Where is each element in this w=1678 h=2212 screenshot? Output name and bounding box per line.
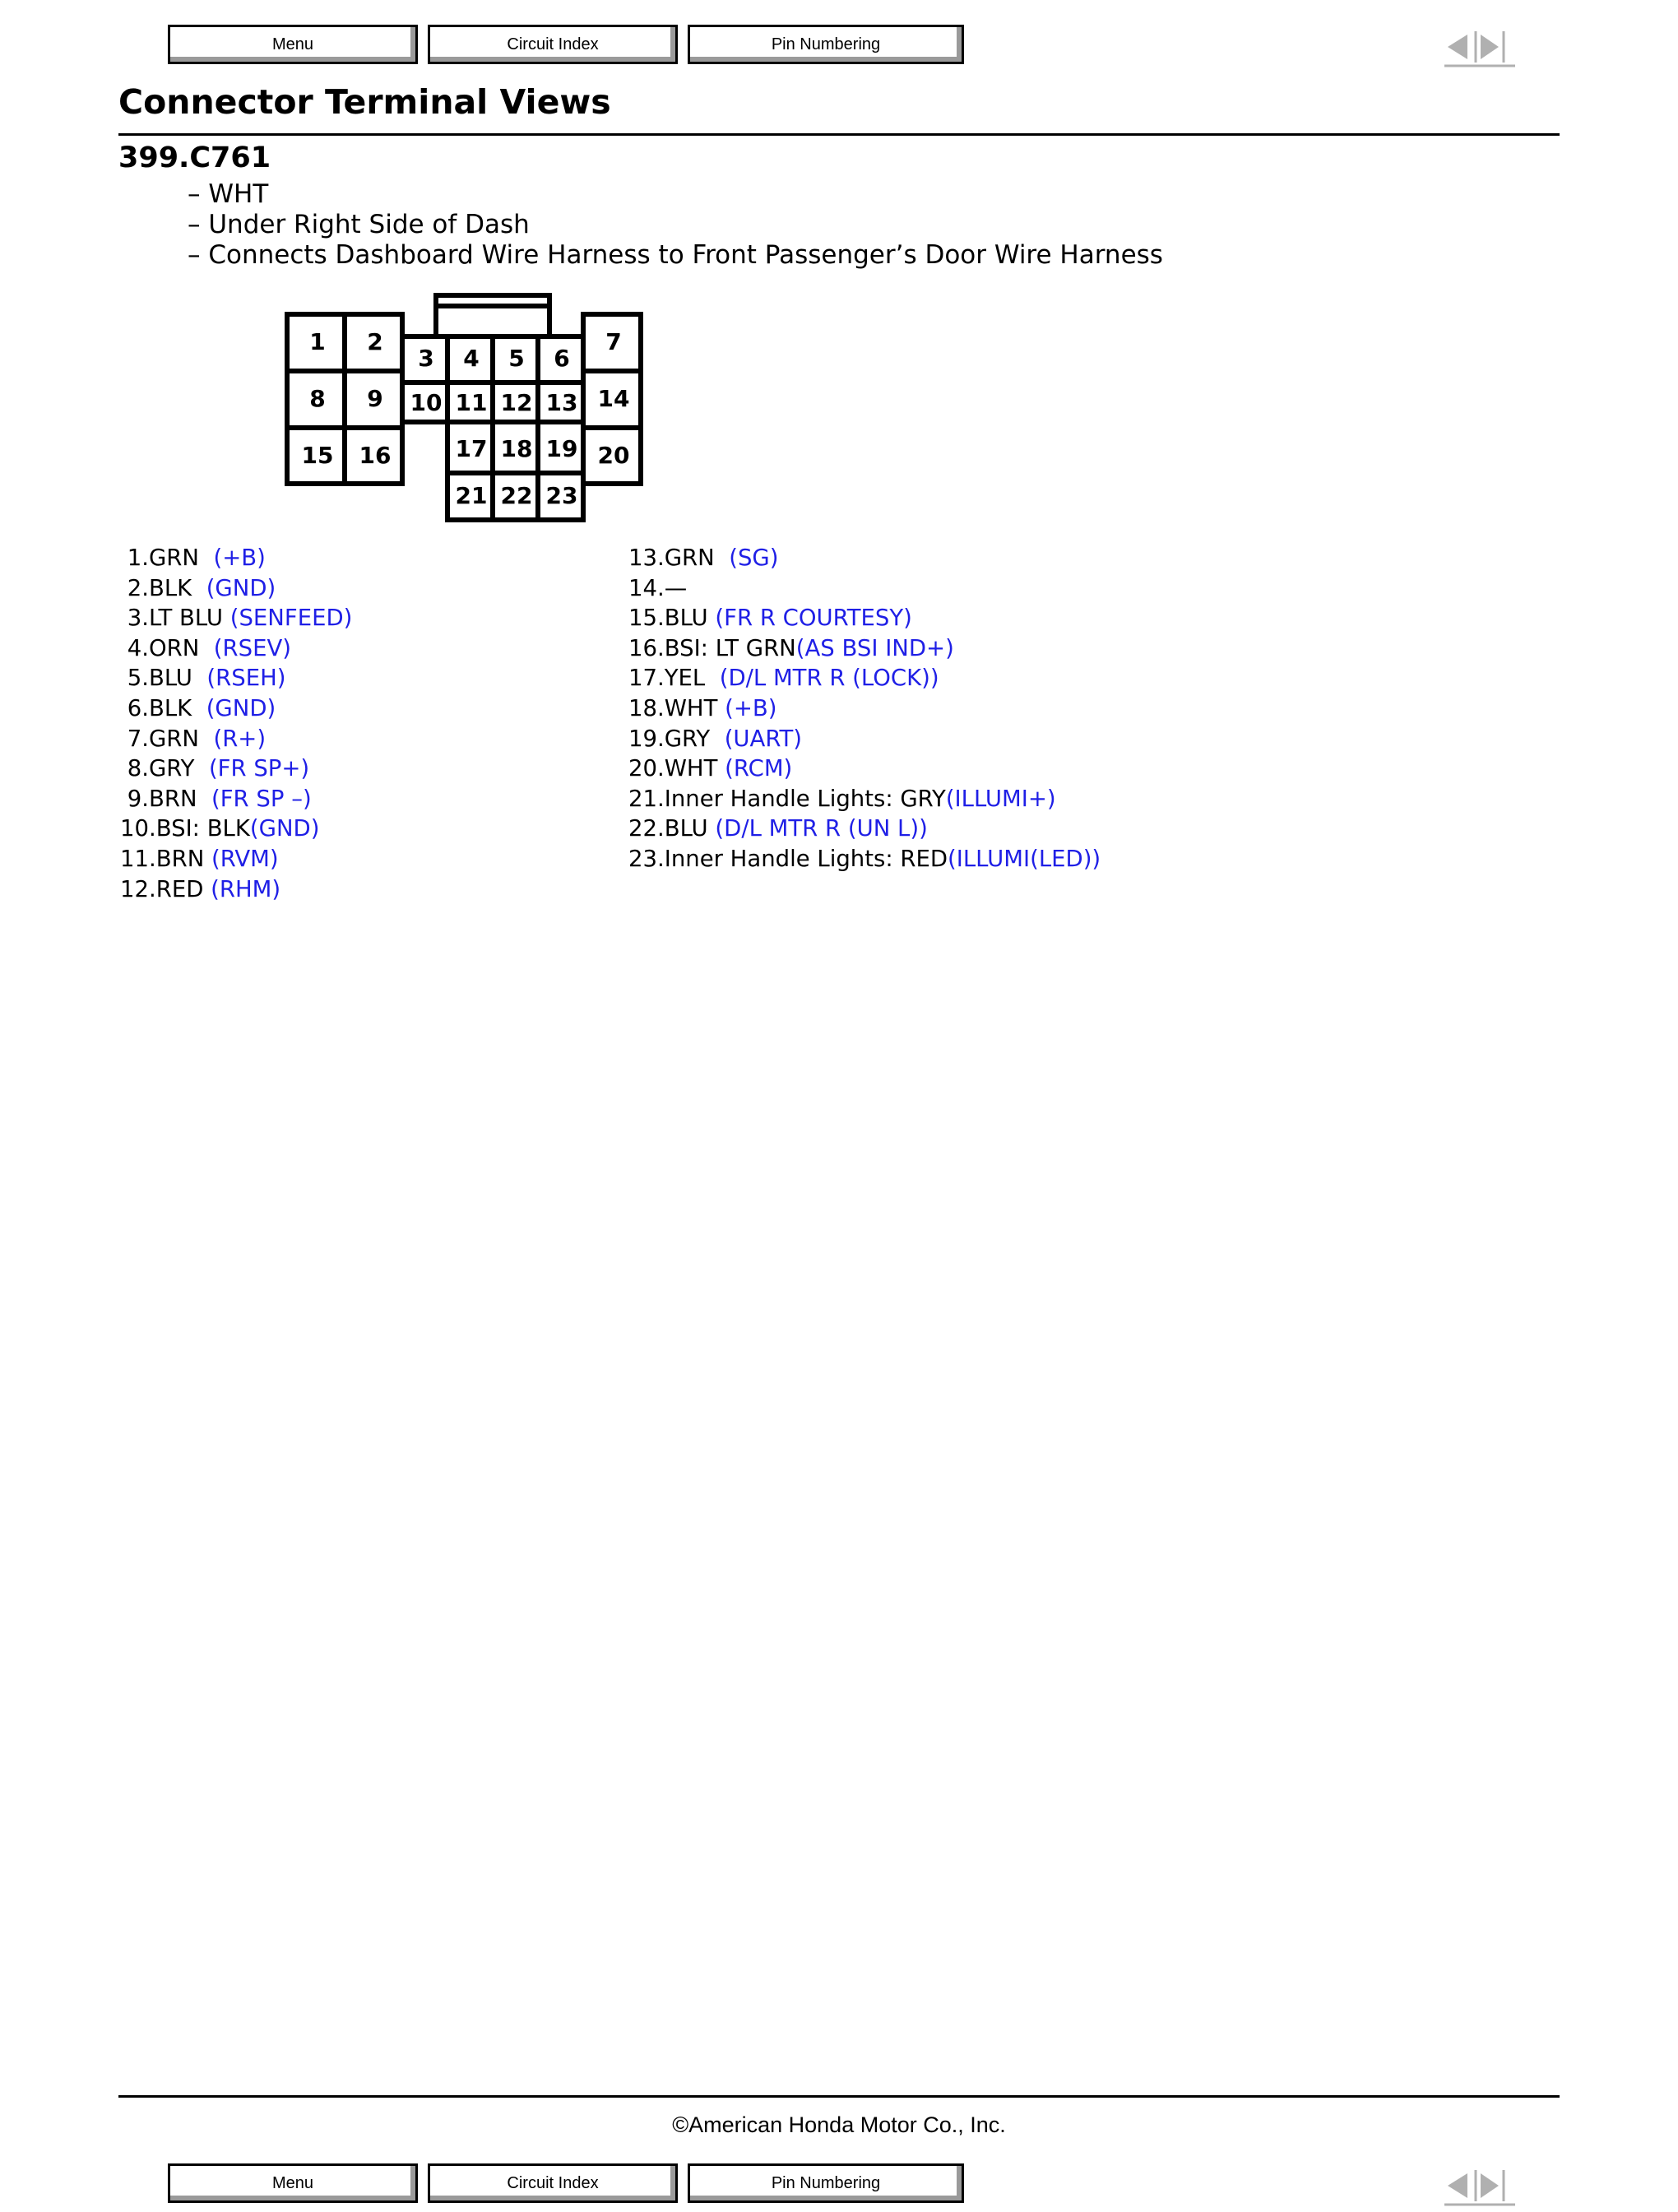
connector-description: – Connects Dashboard Wire Harness to Front Passenger’s Door Wire Harness	[188, 240, 1163, 271]
cavity-label: 11	[455, 389, 488, 416]
pin-function: (D/L MTR R (UN L))	[715, 815, 928, 842]
pin-number: 14.	[628, 574, 665, 601]
pin-number: 21.	[628, 785, 665, 812]
pin-list-right	[628, 543, 1101, 874]
pin-row	[120, 724, 352, 754]
pin-wire-color: GRN	[664, 545, 730, 571]
pin-wire-color: BRN	[148, 785, 212, 812]
pin-row	[628, 844, 1101, 874]
pin-list-left	[120, 543, 352, 904]
pin-wire-color: YEL	[664, 665, 720, 692]
pin-number: 17.	[628, 665, 665, 692]
cavity-label: 13	[545, 389, 578, 416]
pin-function: (R+)	[213, 725, 267, 752]
cavity-label: 3	[418, 345, 434, 372]
pin-number: 10.	[120, 815, 156, 842]
pin-number: 13.	[628, 545, 665, 571]
pin-number: 6.	[120, 694, 149, 721]
pin-wire-color: —	[664, 574, 688, 601]
footer-divider	[118, 2095, 1560, 2098]
cavity-label: 19	[545, 435, 578, 462]
pin-function: (+B)	[725, 694, 777, 721]
pin-wire-color: Inner Handle Lights: RED	[664, 845, 948, 872]
pin-wire-color: WHT	[664, 694, 725, 721]
previous-page-icon[interactable]	[1448, 2173, 1467, 2198]
pin-row	[120, 754, 352, 784]
pin-row	[628, 784, 1101, 814]
pin-number: 1.	[120, 545, 149, 571]
pin-wire-color: WHT	[664, 755, 725, 782]
circuit-index-button[interactable]: Circuit Index	[428, 25, 678, 64]
previous-page-icon[interactable]	[1448, 35, 1467, 59]
top-navigation	[0, 25, 1678, 71]
pin-row	[628, 693, 1101, 724]
cavity-label: 1	[309, 328, 326, 355]
cavity-label: 9	[367, 385, 383, 412]
pin-wire-color: GRN	[148, 545, 214, 571]
pin-function: (FR SP+)	[208, 755, 310, 782]
pin-function: (UART)	[724, 725, 802, 752]
pin-wire-color: BSI: LT GRN	[664, 634, 796, 661]
pin-wire-color: GRY	[664, 725, 725, 752]
pin-row	[628, 663, 1101, 693]
cavity-label: 14	[597, 385, 630, 412]
cavity-label: 22	[500, 482, 533, 509]
cavity-label: 5	[508, 345, 525, 372]
pin-function: (FR R COURTESY)	[715, 605, 912, 632]
pin-wire-color: BLU	[148, 665, 207, 692]
pin-function: (GND)	[206, 574, 276, 601]
pin-row	[628, 573, 1101, 604]
pin-number: 5.	[120, 665, 149, 692]
pin-number: 9.	[120, 785, 149, 812]
pin-number: 16.	[628, 634, 665, 661]
cavity-label: 4	[463, 345, 480, 372]
pin-row	[120, 784, 352, 814]
pin-number: 19.	[628, 725, 665, 752]
cavity-label: 7	[605, 328, 622, 355]
cavity-label: 10	[410, 389, 443, 416]
pin-function: (ILLUMI(LED))	[948, 845, 1101, 872]
pin-function: (+B)	[213, 545, 266, 571]
pin-number: 18.	[628, 694, 665, 721]
connector-color: – WHT	[188, 179, 1163, 210]
copyright-notice: ©American Honda Motor Co., Inc.	[672, 2112, 1006, 2137]
pin-number: 15.	[628, 605, 665, 632]
cavity-label: 2	[367, 328, 383, 355]
pin-wire-color: BRN	[155, 845, 212, 872]
pin-row	[628, 543, 1101, 573]
pin-function: (AS BSI IND+)	[795, 634, 954, 661]
page-nav-arrows-bottom	[1444, 2165, 1515, 2206]
pin-wire-color: GRY	[148, 755, 209, 782]
pin-function: (RSEH)	[206, 665, 286, 692]
cavity-label: 16	[359, 442, 392, 469]
pin-function: (SG)	[729, 545, 779, 571]
pin-row	[120, 844, 352, 874]
connector-face-diagram	[280, 290, 658, 528]
pin-function: (RHM)	[211, 875, 281, 902]
pin-number: 12.	[120, 875, 156, 902]
pin-wire-color: BLK	[148, 574, 206, 601]
pin-row	[120, 633, 352, 664]
pin-number: 2.	[120, 574, 149, 601]
pin-wire-color: GRN	[148, 725, 214, 752]
pin-numbering-button[interactable]: Pin Numbering	[688, 25, 964, 64]
page-nav-arrows	[1444, 26, 1515, 67]
cavity-label: 23	[545, 482, 578, 509]
pin-number: 4.	[120, 634, 149, 661]
bottom-navigation	[0, 2163, 1678, 2210]
locking-tab	[436, 295, 549, 336]
pin-wire-color: BLU	[664, 815, 716, 842]
cavity-label: 20	[597, 442, 630, 469]
menu-button-bottom[interactable]: Menu	[168, 2163, 418, 2203]
pin-function: (RSEV)	[213, 634, 292, 661]
pin-row	[120, 693, 352, 724]
pin-numbering-button-bottom[interactable]: Pin Numbering	[688, 2163, 964, 2203]
pin-function: (FR SP –)	[211, 785, 312, 812]
pin-function: (SENFEED)	[229, 605, 353, 632]
pin-wire-color: LT BLU	[148, 605, 230, 632]
pin-row	[120, 814, 352, 844]
next-page-icon[interactable]	[1476, 2170, 1504, 2201]
pin-wire-color: ORN	[148, 634, 214, 661]
pin-row	[628, 754, 1101, 784]
pin-number: 20.	[628, 755, 665, 782]
pin-function: (ILLUMI+)	[945, 785, 1056, 812]
pin-wire-color: RED	[155, 875, 211, 902]
pin-row	[628, 724, 1101, 754]
cavity-label: 12	[500, 389, 533, 416]
circuit-index-button-bottom[interactable]: Circuit Index	[428, 2163, 678, 2203]
connector-location: – Under Right Side of Dash	[188, 210, 1163, 240]
menu-button[interactable]: Menu	[168, 25, 418, 64]
pin-row	[120, 874, 352, 905]
pin-number: 23.	[628, 845, 665, 872]
cavity-label: 6	[554, 345, 570, 372]
cavity-label: 18	[500, 435, 533, 462]
pin-row	[120, 603, 352, 633]
pin-function: (RCM)	[725, 755, 793, 782]
pin-row	[120, 663, 352, 693]
pin-row	[628, 633, 1101, 664]
cavity-label: 8	[309, 385, 326, 412]
pin-wire-color: BSI: BLK	[155, 815, 250, 842]
pin-function: (GND)	[206, 694, 276, 721]
connector-id: 399.C761	[118, 141, 271, 174]
cavity-label: 15	[301, 442, 334, 469]
pin-wire-color: Inner Handle Lights: GRY	[664, 785, 946, 812]
page-title: Connector Terminal Views	[118, 82, 611, 122]
cavity-label: 17	[455, 435, 488, 462]
pin-function: (D/L MTR R (LOCK))	[719, 665, 939, 692]
pin-number: 3.	[120, 605, 149, 632]
next-page-icon[interactable]	[1476, 31, 1504, 63]
pin-number: 11.	[120, 845, 156, 872]
connector-details	[188, 179, 1163, 271]
pin-row	[120, 543, 352, 573]
pin-wire-color: BLU	[664, 605, 716, 632]
pin-row	[120, 573, 352, 604]
cavity-label: 21	[455, 482, 488, 509]
pin-wire-color: BLK	[148, 694, 206, 721]
pin-number: 22.	[628, 815, 665, 842]
pin-row	[628, 814, 1101, 844]
pin-function: (RVM)	[211, 845, 279, 872]
pin-function: (GND)	[249, 815, 320, 842]
header-divider	[118, 133, 1560, 136]
pin-number: 7.	[120, 725, 149, 752]
pin-number: 8.	[120, 755, 149, 782]
pin-row	[628, 603, 1101, 633]
